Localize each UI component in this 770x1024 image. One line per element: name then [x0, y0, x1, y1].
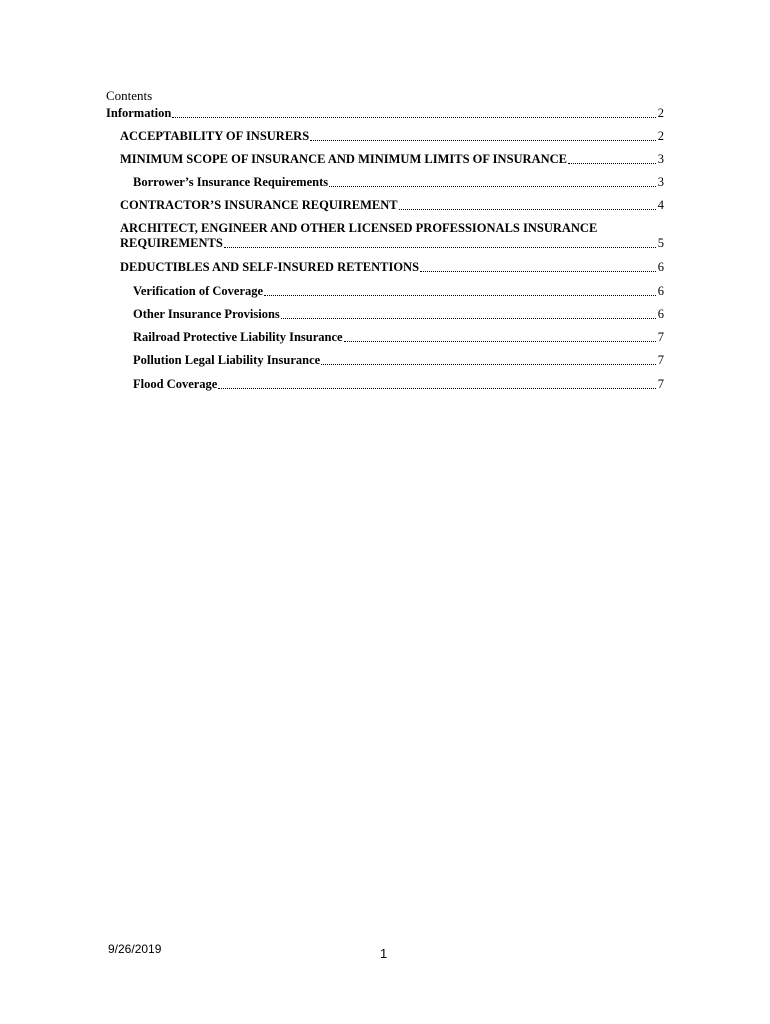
dot-leader [264, 295, 656, 296]
toc-entry-borrowers-insurance[interactable] [133, 175, 664, 190]
toc-entry-contractors-insurance[interactable] [120, 198, 664, 213]
toc-entry-minimum-scope[interactable] [120, 152, 664, 167]
toc-entry-label-line2: REQUIREMENTS [120, 236, 223, 250]
dot-leader [344, 341, 656, 342]
dot-leader [218, 388, 655, 389]
toc-entry-deductibles[interactable] [120, 260, 664, 275]
toc-entry-page: 2 [657, 106, 664, 120]
toc-heading: Contents [106, 88, 153, 103]
toc-entry-other-insurance-provisions[interactable] [133, 307, 664, 322]
toc-entry-label: ACCEPTABILITY OF INSURERS [120, 129, 310, 143]
toc-entry-page: 2 [657, 129, 664, 143]
toc-entry-label: Borrower’s Insurance Requirements [133, 175, 329, 189]
toc-entry-page: 3 [657, 152, 664, 166]
toc-entry-verification-of-coverage[interactable] [133, 284, 664, 299]
toc-entry-label: DEDUCTIBLES AND SELF-INSURED RETENTIONS [120, 260, 420, 274]
dot-leader [281, 318, 656, 319]
toc-entry-label: Verification of Coverage [133, 284, 264, 298]
toc-entry-label-wrap [120, 221, 664, 251]
dot-leader [172, 117, 655, 118]
toc-entry-label: CONTRACTOR’S INSURANCE REQUIREMENT [120, 198, 398, 212]
toc-entry-label: Other Insurance Provisions [133, 307, 280, 321]
dot-leader [321, 364, 656, 365]
toc-entry-line2 [120, 236, 664, 251]
toc-entry-pollution-legal[interactable] [133, 353, 664, 368]
toc-entry-page: 7 [657, 353, 664, 367]
dot-leader [329, 186, 656, 187]
dot-leader [224, 247, 656, 248]
toc-entry-page: 3 [657, 175, 664, 189]
toc-entry-page: 4 [657, 198, 664, 212]
toc-entry-label: Pollution Legal Liability Insurance [133, 353, 321, 367]
toc-entry-page: 6 [657, 284, 664, 298]
dot-leader [420, 271, 656, 272]
toc-entry-label: Railroad Protective Liability Insurance [133, 330, 343, 344]
toc-entry-architect-engineer[interactable] [120, 221, 664, 251]
toc-entry-flood-coverage[interactable] [133, 377, 664, 392]
footer-date: 9/26/2019 [108, 942, 162, 956]
dot-leader [568, 163, 656, 164]
toc-entry-page: 7 [657, 377, 664, 391]
toc-entry-page: 7 [657, 330, 664, 344]
toc-entry-label-line1: ARCHITECT, ENGINEER AND OTHER LICENSED PROFESSIONALS INSURANCE [120, 221, 598, 235]
footer-page-number: 1 [380, 946, 388, 961]
toc-entry-label: Information [106, 106, 172, 120]
toc-entry-page: 6 [657, 307, 664, 321]
toc-entry-page: 5 [657, 236, 664, 250]
toc-entry-railroad-protective[interactable] [133, 330, 664, 345]
toc-entry-label: MINIMUM SCOPE OF INSURANCE AND MINIMUM LIMITS OF INSURANCE [120, 152, 567, 166]
toc-entry-page: 6 [657, 260, 664, 274]
toc-entry-acceptability-of-insurers[interactable] [120, 129, 664, 144]
dot-leader [399, 209, 656, 210]
dot-leader [310, 140, 656, 141]
toc-entry-information[interactable] [106, 106, 664, 121]
toc-entry-label: Flood Coverage [133, 377, 218, 391]
